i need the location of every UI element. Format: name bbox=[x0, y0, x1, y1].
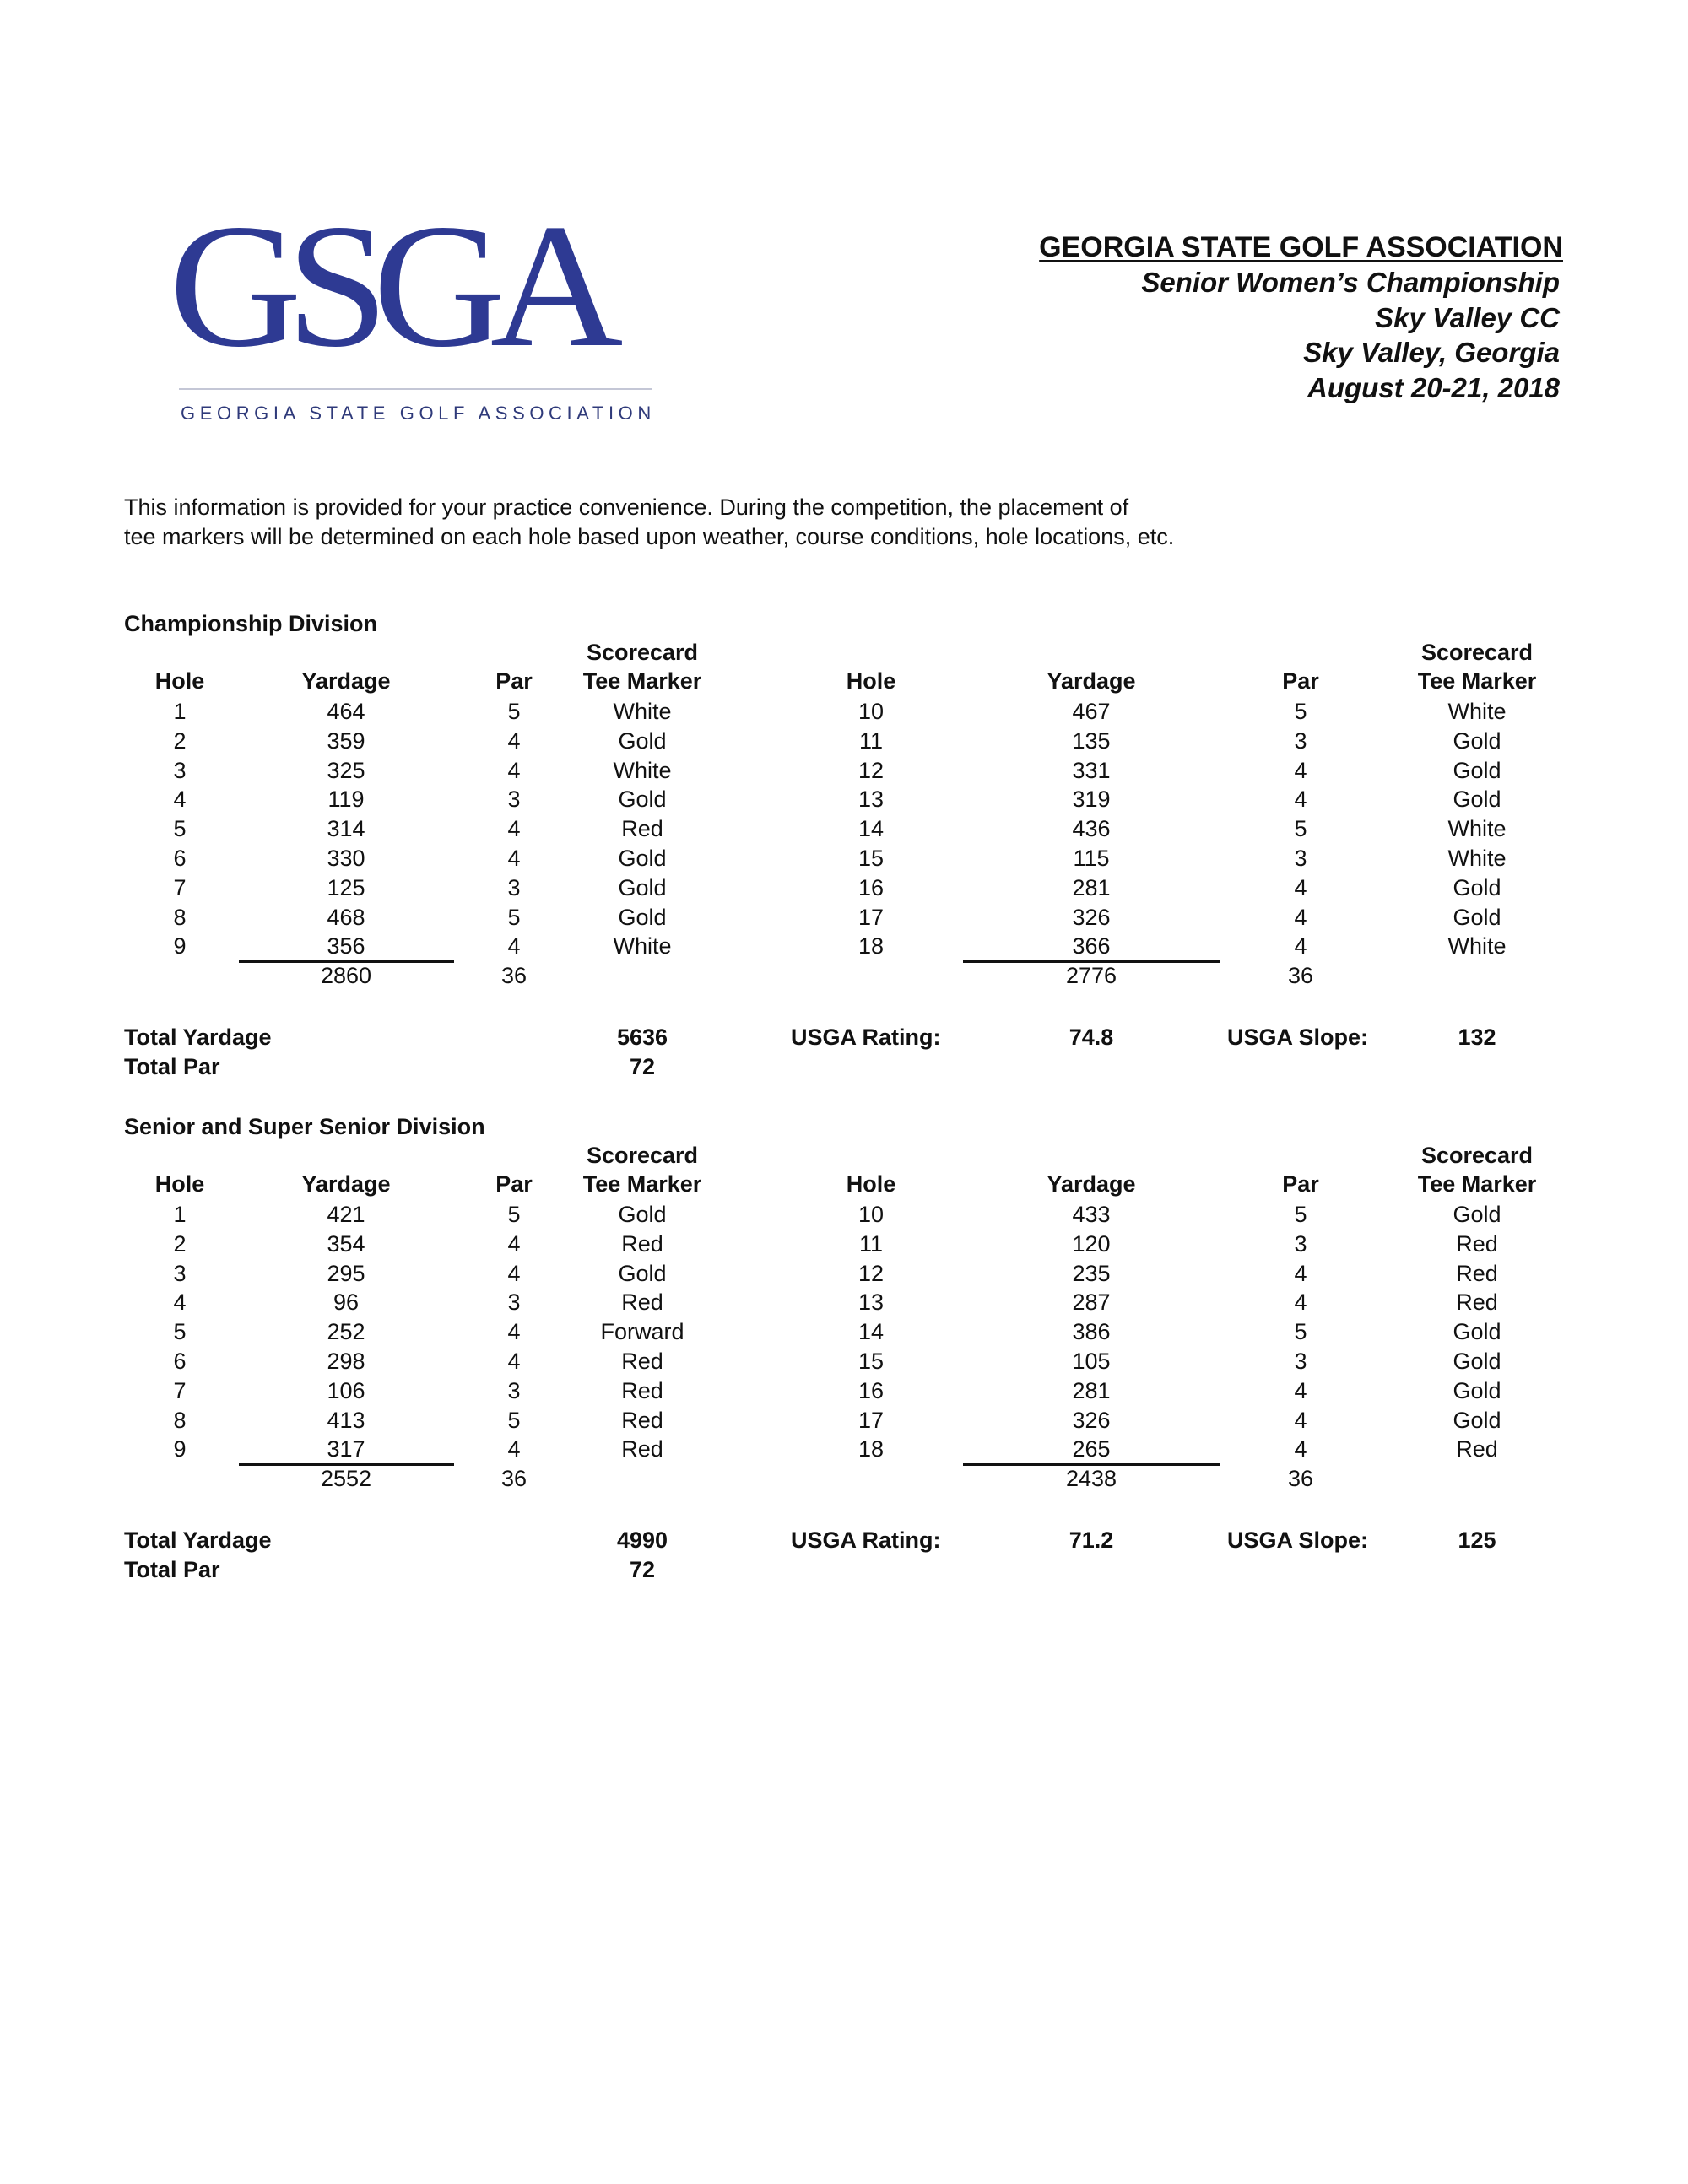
subtotal-par: 36 bbox=[1287, 1466, 1314, 1492]
hole-par: 4 bbox=[507, 816, 521, 842]
hole-yardage: 386 bbox=[1072, 1319, 1111, 1345]
header-scorecard: Scorecard bbox=[586, 640, 699, 665]
hole-number: 10 bbox=[858, 699, 885, 724]
tee-marker: Gold bbox=[1453, 1319, 1501, 1345]
hole-yardage: 326 bbox=[1072, 904, 1111, 930]
hole-yardage: 366 bbox=[1072, 933, 1111, 960]
tee-marker: Red bbox=[621, 1436, 663, 1462]
hole-yardage: 317 bbox=[327, 1436, 365, 1462]
tee-marker: Red bbox=[1456, 1436, 1498, 1462]
tee-marker: Red bbox=[621, 1289, 663, 1316]
header-hole: Hole bbox=[846, 668, 896, 694]
hole-yardage: 295 bbox=[327, 1260, 365, 1286]
header-yardage: Yardage bbox=[301, 668, 391, 694]
hole-par: 4 bbox=[1294, 1407, 1307, 1433]
hole-yardage: 252 bbox=[327, 1319, 365, 1345]
tee-marker: Gold bbox=[1453, 904, 1501, 930]
header-tee-marker: Tee Marker bbox=[582, 1171, 702, 1197]
hole-number: 14 bbox=[858, 816, 885, 842]
hole-yardage: 106 bbox=[327, 1377, 365, 1403]
tee-marker: Gold bbox=[1453, 1202, 1501, 1227]
tee-marker: Red bbox=[1456, 1230, 1498, 1257]
subtotal-yardage: 2438 bbox=[1065, 1466, 1117, 1492]
hole-number: 6 bbox=[173, 846, 187, 871]
header-scorecard: Scorecard bbox=[1420, 1143, 1534, 1168]
hole-number: 11 bbox=[858, 727, 884, 754]
hole-number: 2 bbox=[173, 1230, 187, 1257]
tee-marker: Red bbox=[621, 1377, 663, 1403]
event-dates: August 20-21, 2018 bbox=[1307, 371, 1560, 403]
course-name: Sky Valley CC bbox=[1375, 301, 1560, 333]
hole-par: 5 bbox=[507, 699, 521, 724]
hole-par: 4 bbox=[507, 757, 521, 783]
tee-marker: Gold bbox=[1453, 1349, 1501, 1374]
tee-marker: White bbox=[613, 757, 672, 783]
hole-par: 3 bbox=[1294, 727, 1307, 754]
header-hole: Hole bbox=[154, 668, 205, 694]
tee-marker: Gold bbox=[618, 874, 667, 900]
header-par: Par bbox=[495, 1171, 533, 1197]
hole-number: 7 bbox=[173, 1377, 187, 1403]
tee-marker: Gold bbox=[618, 846, 667, 871]
hole-par: 5 bbox=[1294, 699, 1307, 724]
hole-par: 5 bbox=[1294, 1319, 1307, 1345]
tee-marker: Gold bbox=[1453, 1377, 1501, 1403]
hole-number: 4 bbox=[173, 1289, 187, 1316]
subtotal-yardage: 2860 bbox=[320, 963, 372, 989]
tee-marker: Gold bbox=[1453, 874, 1501, 900]
tee-marker: Gold bbox=[1453, 727, 1501, 754]
total-par-label: Total Par bbox=[124, 1054, 220, 1079]
subtotal-yardage: 2776 bbox=[1065, 963, 1117, 989]
usga-slope-label: USGA Slope: bbox=[1227, 1024, 1369, 1050]
hole-yardage: 330 bbox=[327, 846, 365, 871]
hole-yardage: 115 bbox=[1073, 846, 1110, 871]
hole-number: 17 bbox=[858, 904, 885, 930]
intro-line-1: This information is provided for your practice convenience. During the competition, the placement of bbox=[124, 495, 1129, 520]
hole-yardage: 125 bbox=[327, 874, 365, 900]
tee-marker: Gold bbox=[618, 787, 667, 813]
hole-par: 4 bbox=[507, 1436, 521, 1462]
event-header bbox=[1039, 230, 1563, 405]
hole-yardage: 413 bbox=[327, 1407, 365, 1433]
hole-par: 4 bbox=[1294, 933, 1307, 960]
hole-par: 3 bbox=[507, 787, 521, 813]
hole-number: 12 bbox=[858, 1260, 885, 1286]
hole-par: 4 bbox=[507, 933, 521, 960]
hole-yardage: 467 bbox=[1072, 699, 1111, 724]
hole-yardage: 464 bbox=[327, 699, 365, 724]
hole-par: 3 bbox=[507, 1289, 521, 1316]
hole-par: 4 bbox=[507, 1349, 521, 1374]
usga-slope-label: USGA Slope: bbox=[1227, 1527, 1369, 1553]
hole-yardage: 281 bbox=[1072, 874, 1111, 900]
hole-yardage: 314 bbox=[327, 816, 365, 842]
tee-marker: Gold bbox=[1453, 1407, 1501, 1433]
header-par: Par bbox=[1282, 1171, 1319, 1197]
intro-line-2: tee markers will be determined on each hole based upon weather, course conditions, hole locations, etc. bbox=[124, 524, 1175, 549]
hole-number: 6 bbox=[173, 1349, 187, 1374]
tee-marker: Red bbox=[621, 816, 663, 842]
usga-rating-label: USGA Rating: bbox=[791, 1527, 941, 1553]
hole-number: 16 bbox=[858, 874, 885, 900]
hole-yardage: 265 bbox=[1072, 1436, 1111, 1462]
hole-number: 9 bbox=[173, 933, 187, 960]
hole-par: 5 bbox=[1294, 816, 1307, 842]
tee-marker: Forward bbox=[600, 1319, 684, 1345]
hole-par: 5 bbox=[1294, 1202, 1307, 1227]
hole-par: 4 bbox=[507, 1319, 521, 1345]
hole-yardage: 468 bbox=[327, 904, 365, 930]
hole-number: 3 bbox=[173, 1260, 187, 1286]
subtotal-par: 36 bbox=[500, 1466, 528, 1492]
hole-yardage: 354 bbox=[327, 1230, 365, 1257]
hole-par: 4 bbox=[507, 727, 521, 754]
division-title: Senior and Super Senior Division bbox=[124, 1114, 485, 1139]
hole-number: 1 bbox=[173, 699, 187, 724]
hole-par: 4 bbox=[507, 1260, 521, 1286]
header-tee-marker: Tee Marker bbox=[1417, 1171, 1537, 1197]
tee-marker: Gold bbox=[618, 727, 667, 754]
header-yardage: Yardage bbox=[1047, 1171, 1136, 1197]
hole-number: 13 bbox=[858, 787, 885, 813]
tee-marker: White bbox=[1447, 699, 1507, 724]
header-scorecard: Scorecard bbox=[1420, 640, 1534, 665]
hole-yardage: 319 bbox=[1072, 787, 1111, 813]
hole-number: 8 bbox=[173, 1407, 187, 1433]
hole-par: 5 bbox=[507, 1202, 521, 1227]
hole-par: 5 bbox=[507, 904, 521, 930]
hole-par: 4 bbox=[1294, 1436, 1307, 1462]
hole-par: 3 bbox=[507, 1377, 521, 1403]
tee-marker: Red bbox=[621, 1349, 663, 1374]
header-yardage: Yardage bbox=[1047, 668, 1136, 694]
tee-marker: Red bbox=[621, 1230, 663, 1257]
hole-par: 4 bbox=[1294, 1377, 1307, 1403]
hole-yardage: 281 bbox=[1072, 1377, 1111, 1403]
hole-yardage: 325 bbox=[327, 757, 365, 783]
hole-number: 8 bbox=[173, 904, 187, 930]
logo-tagline: GEORGIA STATE GOLF ASSOCIATION bbox=[181, 403, 656, 424]
total-par-label: Total Par bbox=[124, 1557, 220, 1582]
hole-number: 10 bbox=[858, 1202, 885, 1227]
hole-yardage: 326 bbox=[1072, 1407, 1111, 1433]
tee-marker: White bbox=[613, 933, 672, 960]
header-par: Par bbox=[1282, 668, 1319, 694]
hole-number: 18 bbox=[858, 933, 885, 960]
logo-divider bbox=[179, 388, 652, 390]
hole-yardage: 359 bbox=[327, 727, 365, 754]
hole-par: 3 bbox=[1294, 1230, 1307, 1257]
hole-number: 11 bbox=[858, 1230, 884, 1257]
hole-par: 3 bbox=[1294, 1349, 1307, 1374]
tee-marker: Gold bbox=[1453, 787, 1501, 813]
hole-par: 4 bbox=[1294, 904, 1307, 930]
usga-rating-value: 71.2 bbox=[1069, 1527, 1114, 1553]
header-tee-marker: Tee Marker bbox=[582, 668, 702, 694]
hole-number: 13 bbox=[858, 1289, 885, 1316]
hole-par: 4 bbox=[1294, 787, 1307, 813]
subtotal-par: 36 bbox=[500, 963, 528, 989]
tee-marker: Gold bbox=[618, 1260, 667, 1286]
hole-par: 3 bbox=[1294, 846, 1307, 871]
header-scorecard: Scorecard bbox=[586, 1143, 699, 1168]
hole-yardage: 120 bbox=[1072, 1230, 1111, 1257]
header-yardage: Yardage bbox=[301, 1171, 391, 1197]
hole-par: 4 bbox=[1294, 874, 1307, 900]
hole-number: 17 bbox=[858, 1407, 885, 1433]
tee-marker: White bbox=[1447, 933, 1507, 960]
total-yardage-value: 5636 bbox=[616, 1024, 668, 1050]
hole-number: 9 bbox=[173, 1436, 187, 1462]
usga-rating-value: 74.8 bbox=[1069, 1024, 1114, 1050]
event-name: Senior Women’s Championship bbox=[1141, 267, 1560, 298]
tee-marker: Gold bbox=[1453, 757, 1501, 783]
hole-number: 15 bbox=[858, 846, 885, 871]
hole-par: 3 bbox=[507, 874, 521, 900]
division-title: Championship Division bbox=[124, 611, 378, 636]
hole-number: 2 bbox=[173, 727, 187, 754]
hole-yardage: 298 bbox=[327, 1349, 365, 1374]
hole-number: 5 bbox=[173, 816, 187, 842]
usga-slope-value: 132 bbox=[1458, 1024, 1496, 1050]
hole-par: 4 bbox=[507, 1230, 521, 1257]
total-yardage-value: 4990 bbox=[616, 1527, 668, 1553]
hole-yardage: 287 bbox=[1072, 1289, 1111, 1316]
tee-marker: Gold bbox=[618, 904, 667, 930]
header-hole: Hole bbox=[154, 1171, 205, 1197]
hole-yardage: 331 bbox=[1072, 757, 1111, 783]
hole-number: 4 bbox=[173, 787, 187, 813]
hole-number: 14 bbox=[858, 1319, 885, 1345]
usga-slope-value: 125 bbox=[1458, 1527, 1496, 1553]
hole-par: 4 bbox=[1294, 1260, 1307, 1286]
hole-number: 12 bbox=[858, 757, 885, 783]
hole-yardage: 421 bbox=[327, 1202, 365, 1227]
header-tee-marker: Tee Marker bbox=[1417, 668, 1537, 694]
hole-par: 5 bbox=[507, 1407, 521, 1433]
hole-par: 4 bbox=[1294, 1289, 1307, 1316]
tee-marker: Gold bbox=[618, 1202, 667, 1227]
organization-name: GEORGIA STATE GOLF ASSOCIATION bbox=[1039, 231, 1563, 263]
hole-yardage: 436 bbox=[1072, 816, 1111, 842]
header-par: Par bbox=[495, 668, 533, 694]
total-par-value: 72 bbox=[629, 1557, 656, 1582]
tee-marker: White bbox=[613, 699, 672, 724]
tee-marker: Red bbox=[1456, 1260, 1498, 1286]
hole-number: 5 bbox=[173, 1319, 187, 1345]
logo-mark: GSGA bbox=[169, 188, 608, 384]
hole-yardage: 356 bbox=[327, 933, 365, 960]
tee-marker: White bbox=[1447, 846, 1507, 871]
hole-par: 4 bbox=[507, 846, 521, 871]
total-par-value: 72 bbox=[629, 1054, 656, 1079]
hole-number: 18 bbox=[858, 1436, 885, 1462]
hole-yardage: 119 bbox=[327, 787, 365, 813]
tee-marker: Red bbox=[621, 1407, 663, 1433]
hole-yardage: 433 bbox=[1072, 1202, 1111, 1227]
hole-number: 7 bbox=[173, 874, 187, 900]
hole-yardage: 235 bbox=[1072, 1260, 1111, 1286]
total-yardage-label: Total Yardage bbox=[124, 1024, 272, 1050]
header-hole: Hole bbox=[846, 1171, 896, 1197]
hole-number: 16 bbox=[858, 1377, 885, 1403]
tee-marker: White bbox=[1447, 816, 1507, 842]
intro-text bbox=[124, 493, 1174, 552]
hole-yardage: 105 bbox=[1072, 1349, 1111, 1374]
course-location: Sky Valley, Georgia bbox=[1303, 337, 1560, 368]
hole-number: 15 bbox=[858, 1349, 885, 1374]
tee-marker: Red bbox=[1456, 1289, 1498, 1316]
subtotal-par: 36 bbox=[1287, 963, 1314, 989]
usga-rating-label: USGA Rating: bbox=[791, 1024, 941, 1050]
total-yardage-label: Total Yardage bbox=[124, 1527, 272, 1553]
hole-number: 1 bbox=[173, 1202, 187, 1227]
gsga-logo bbox=[169, 188, 658, 432]
hole-yardage: 96 bbox=[333, 1289, 360, 1316]
hole-par: 4 bbox=[1294, 757, 1307, 783]
hole-yardage: 135 bbox=[1072, 727, 1111, 754]
hole-number: 3 bbox=[173, 757, 187, 783]
subtotal-yardage: 2552 bbox=[320, 1466, 372, 1492]
